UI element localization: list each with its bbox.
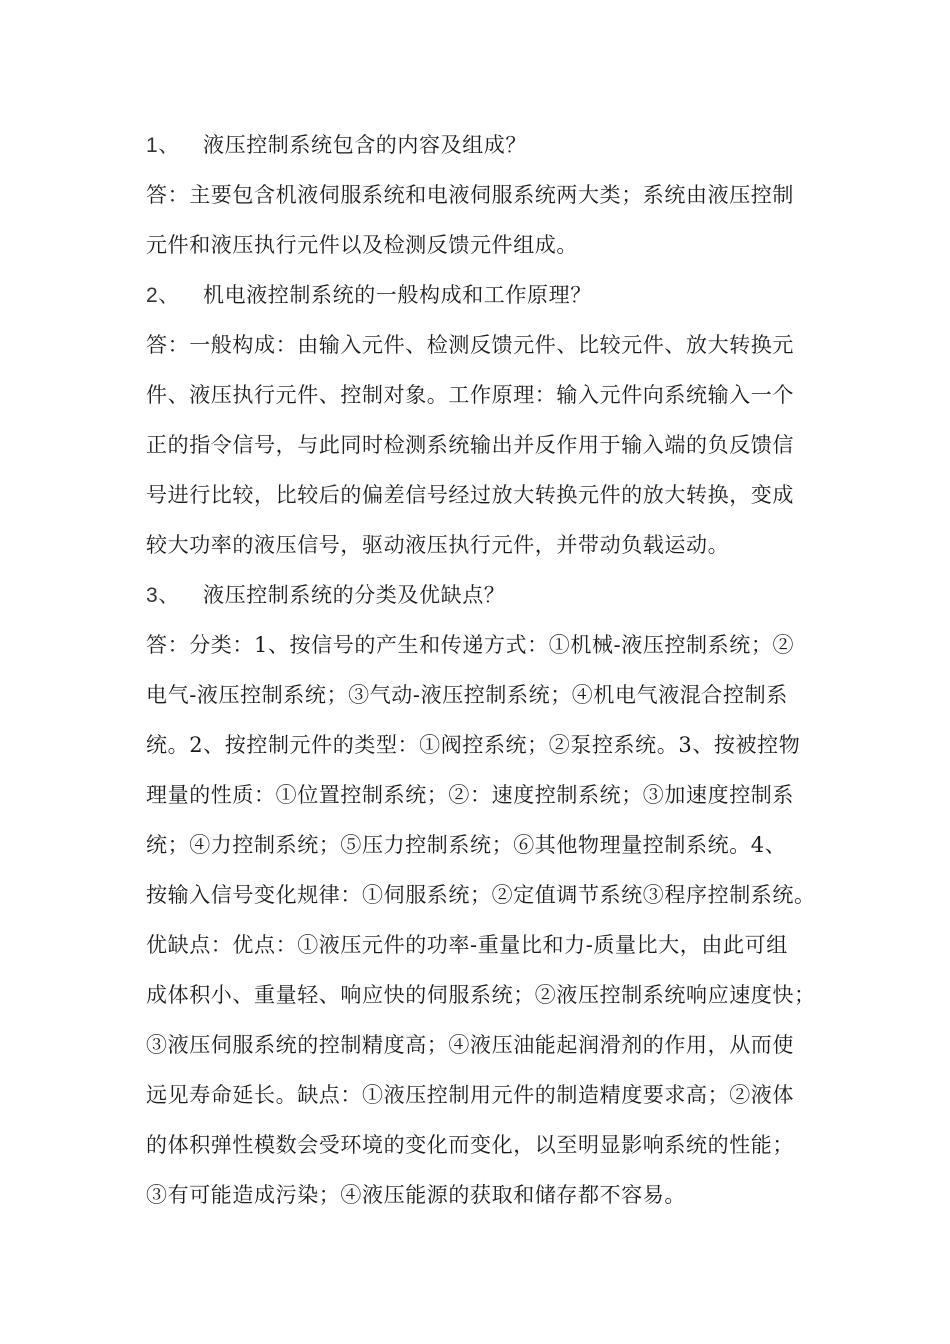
answer-3-line: 理量的性质：①位置控制系统；②：速度控制系统；③加速度控制系 bbox=[146, 783, 794, 807]
answer-3-line: 的体积弹性模数会受环境的变化而变化，以至明显影响系统的性能； bbox=[146, 1133, 794, 1157]
answer-3-line: 优缺点：优点：①液压元件的功率-重量比和力-质量比大，由此可组 bbox=[146, 933, 788, 957]
answer-3-line: 远见寿命延长。缺点：①液压控制用元件的制造精度要求高；②液体 bbox=[146, 1083, 794, 1107]
answer-3-line: 统。2、按控制元件的类型：①阀控系统；②泵控系统。3、按被控物 bbox=[146, 733, 801, 757]
answer-3-line: 按输入信号变化规律：①伺服系统；②定值调节系统③程序控制系统。 bbox=[146, 883, 816, 907]
question-3-number: 3、 bbox=[146, 584, 180, 607]
answer-3-line: 成体积小、重量轻、响应快的伺服系统；②液压控制系统响应速度快； bbox=[146, 983, 816, 1007]
answer-2-line: 较大功率的液压信号，驱动液压执行元件，并带动负载运动。 bbox=[146, 533, 730, 557]
question-2-number: 2、 bbox=[146, 284, 180, 307]
answer-3-line: 统；④力控制系统；⑤压力控制系统；⑥其他物理量控制系统。4、 bbox=[146, 833, 787, 857]
answer-3-line: 电气-液压控制系统；③气动-液压控制系统；④机电气液混合控制系 bbox=[146, 683, 788, 707]
answer-2-line: 答：一般构成：由输入元件、检测反馈元件、比较元件、放大转换元 bbox=[146, 333, 794, 357]
answer-3-line: 答：分类：1、按信号的产生和传递方式：①机械-液压控制系统；② bbox=[146, 633, 795, 657]
answer-2-line: 件、液压执行元件、控制对象。工作原理：输入元件向系统输入一个 bbox=[146, 383, 794, 407]
question-3-text: 液压控制系统的分类及优缺点？ bbox=[203, 583, 506, 607]
answer-1-line: 元件和液压执行元件以及检测反馈元件组成。 bbox=[146, 233, 578, 257]
answer-3-line: ③有可能造成污染；④液压能源的获取和储存都不容易。 bbox=[146, 1183, 686, 1207]
question-1-number: 1、 bbox=[146, 134, 180, 157]
question-2-text: 机电液控制系统的一般构成和工作原理？ bbox=[203, 283, 592, 307]
question-1-text: 液压控制系统包含的内容及组成？ bbox=[203, 133, 527, 157]
answer-2-line: 号进行比较，比较后的偏差信号经过放大转换元件的放大转换，变成 bbox=[146, 483, 794, 507]
answer-1-line: 答：主要包含机液伺服系统和电液伺服系统两大类；系统由液压控制 bbox=[146, 183, 794, 207]
answer-3-line: ③液压伺服系统的控制精度高；④液压油能起润滑剂的作用，从而使 bbox=[146, 1033, 794, 1057]
question-2 bbox=[146, 270, 810, 320]
document-body bbox=[146, 120, 816, 1220]
answer-2-line: 正的指令信号，与此同时检测系统输出并反作用于输入端的负反馈信 bbox=[146, 433, 794, 457]
question-3 bbox=[146, 570, 810, 620]
question-1 bbox=[146, 120, 810, 170]
